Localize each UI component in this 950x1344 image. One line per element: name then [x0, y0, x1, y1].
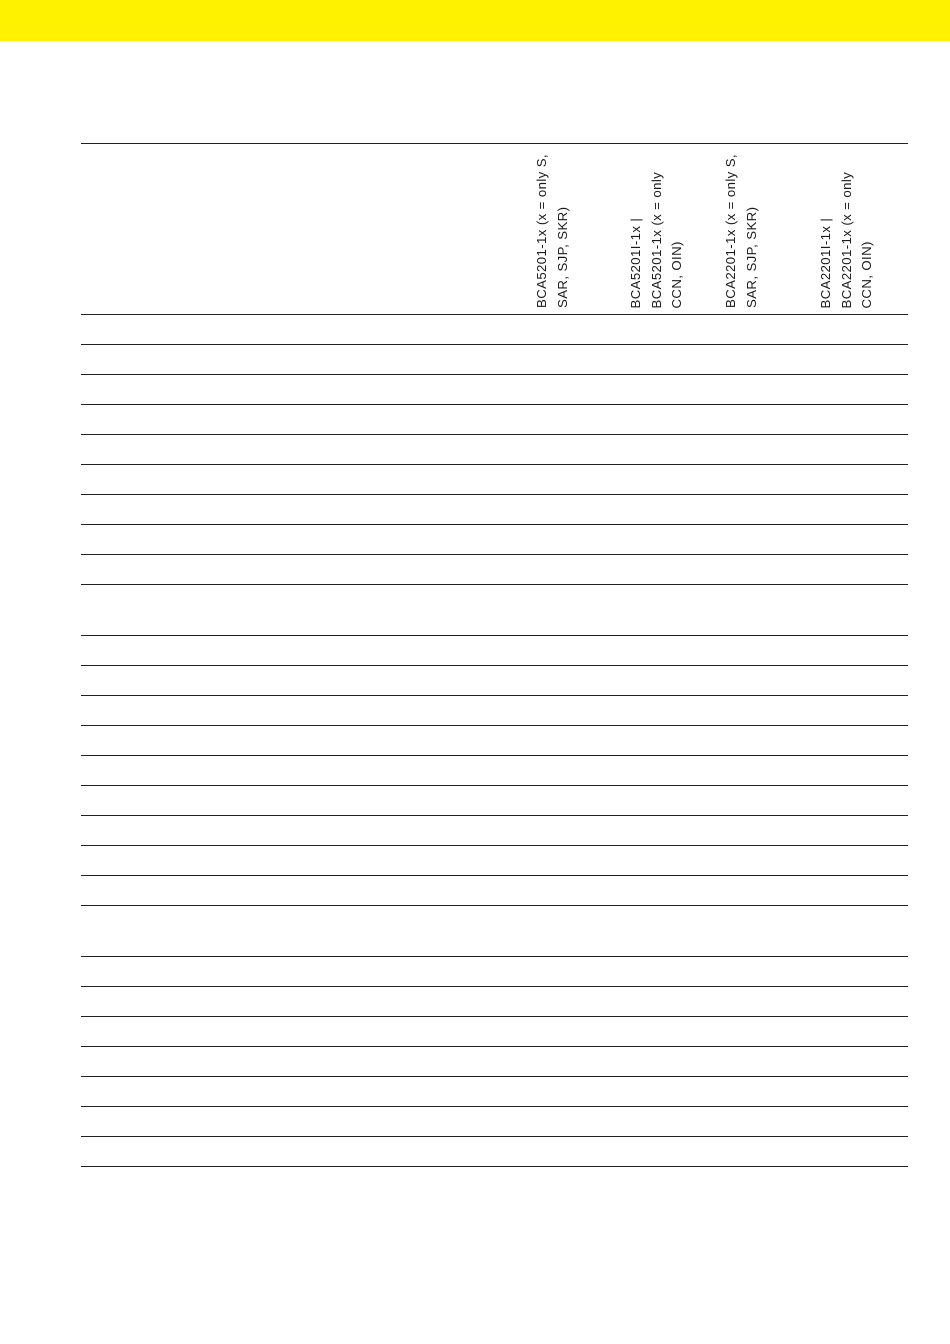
table-row	[81, 846, 908, 876]
table-row	[81, 987, 908, 1017]
table-row	[81, 957, 908, 987]
column-header-1-text: BCA5201-1x (x = only S, SAR, SJP, SKR)	[534, 154, 570, 308]
table-row	[81, 816, 908, 846]
table-row	[81, 756, 908, 786]
column-header-3-text: BCA2201-1x (x = only S, SAR, SJP, SKR)	[723, 154, 759, 308]
column-header-4	[816, 144, 906, 316]
table-row	[81, 666, 908, 696]
table-row	[81, 345, 908, 375]
table-row	[81, 315, 908, 345]
table-row	[81, 1107, 908, 1137]
table-row	[81, 696, 908, 726]
table-row	[81, 636, 908, 666]
table-row	[81, 726, 908, 756]
table-row	[81, 405, 908, 435]
column-header-2	[626, 144, 716, 316]
table-row	[81, 465, 908, 495]
table-row	[81, 1077, 908, 1107]
table-row	[81, 555, 908, 585]
table-row	[81, 876, 908, 906]
column-header-3	[721, 144, 811, 316]
table-row	[81, 585, 908, 636]
table-row	[81, 1017, 908, 1047]
table-header-row	[81, 143, 908, 315]
table-row	[81, 525, 908, 555]
top-color-band	[0, 0, 950, 41]
column-header-1	[532, 144, 622, 316]
spec-table	[81, 143, 908, 1167]
column-header-2-text: BCA5201I-1x | BCA5201-1x (x = only CCN, OIN)	[628, 171, 684, 308]
table-row	[81, 495, 908, 525]
table-row	[81, 435, 908, 465]
table-row	[81, 786, 908, 816]
table-row	[81, 1047, 908, 1077]
table-row	[81, 375, 908, 405]
column-header-4-text: BCA2201I-1x | BCA2201-1x (x = only CCN, OIN)	[818, 171, 874, 308]
table-row	[81, 906, 908, 957]
table-row	[81, 1137, 908, 1167]
